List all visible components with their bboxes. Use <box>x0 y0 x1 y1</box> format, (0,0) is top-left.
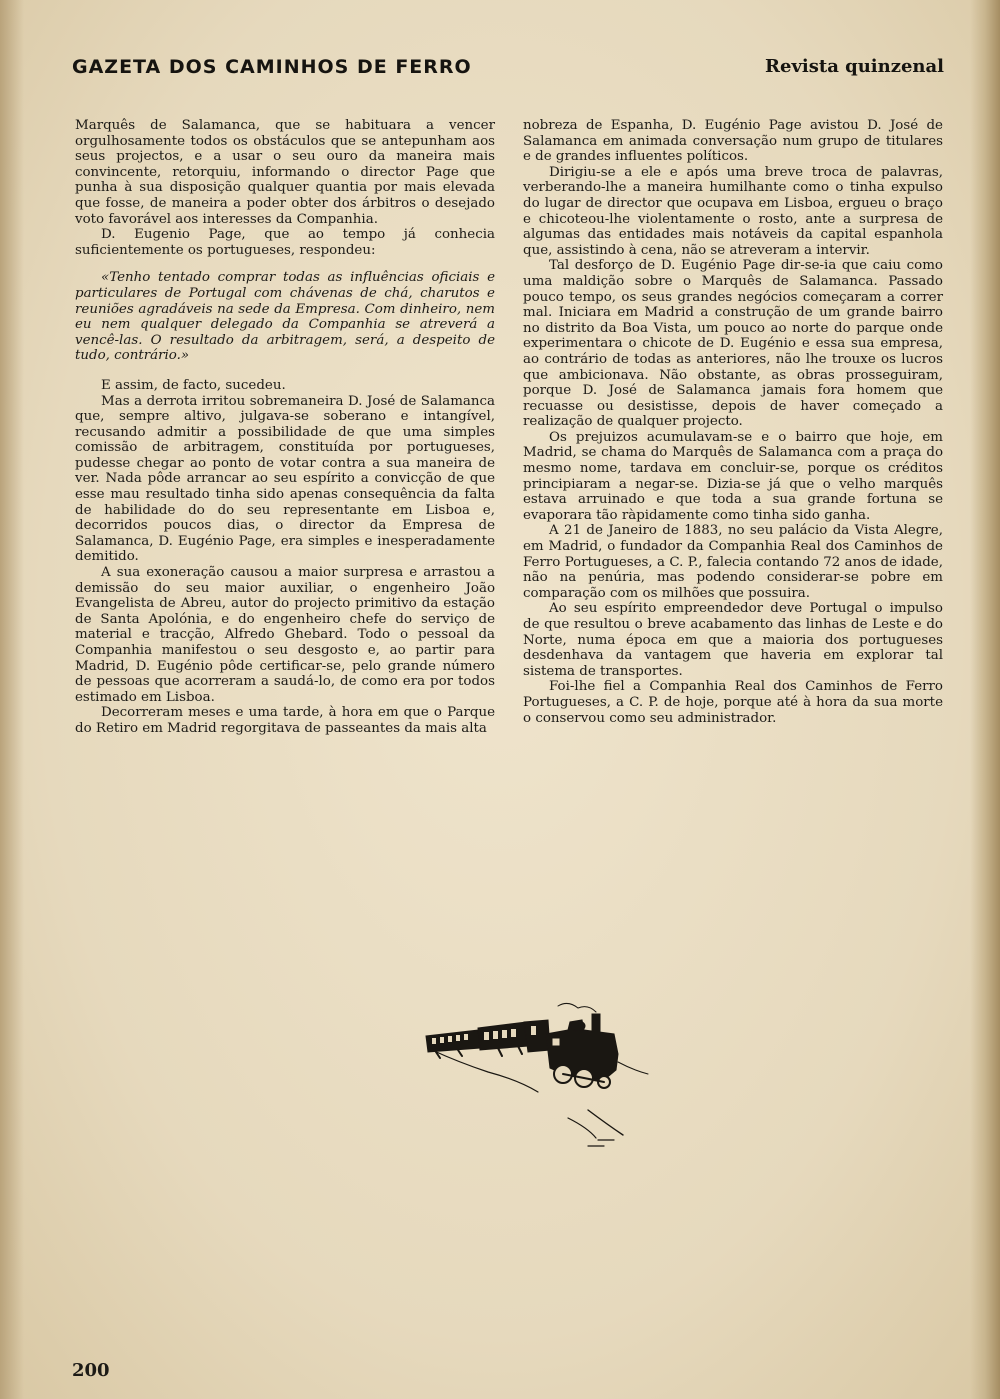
page-binding-shadow <box>0 0 24 1399</box>
paragraph: A sua exoneração causou a maior surpresa e arrastou a demissão do seu maior auxiliar, o engenheiro João Evangelista de Abreu, autor do projecto primitivo da estação de Santa Apolónia, e do engenheiro chefe do serviço de material e tracção, Alfredo Ghebard. Todo o pessoal da Companhia manifestou o seu desgosto e, ao partir para Madrid, D. Eugénio pôde certificar-se, pelo grande número de pessoas que acorreram a saudá-lo, de como era por todos estimado em Lisboa. <box>75 565 495 705</box>
quotation-paragraph: «Tenho tentado comprar todas as influências oficiais e particulares de Portugal com chávenas de chá, charutos e reuniões agradáveis na sede da Empresa. Com dinheiro, nem eu nem qualquer delegado da Companhia se atreverá a vencê-las. O resultado da arbitragem, será, a despeito de tudo, contrário.» <box>75 270 495 364</box>
paragraph: Dirigiu-se a ele e após uma breve troca de palavras, verberando-lhe a maneira humilhante como o tinha expulso do lugar de director que ocupava em Lisboa, ergueu o braço e chicoteou-lhe violentamente o rosto, ante a surpresa de algumas das entidades mais notáveis da capital espanhola que, assistindo à cena, não se atreveram a intervir. <box>523 164 943 258</box>
publication-subtitle: Revista quinzenal <box>765 56 944 77</box>
publication-title: GAZETA DOS CAMINHOS DE FERRO <box>72 56 472 78</box>
paragraph: Ao seu espírito empreendedor deve Portugal o impulso de que resultou o breve acabamento das linhas de Leste e do Norte, numa época em que a maioria dos portugueses desdenhava da vantagem que haveria em explorar tal sistema de transportes. <box>523 601 943 679</box>
paragraph: D. Eugenio Page, que ao tempo já conhecia suficientemente os portugueses, respondeu: <box>75 227 495 258</box>
page-number: 200 <box>72 1360 110 1381</box>
paragraph: Marquês de Salamanca, que se habituara a vencer orgulhosamente todos os obstáculos que se antepunham aos seus projectos, e a usar o seu ouro da maneira mais convincente, retorquiu, informando o director Page que punha à sua disposição qualquer quantia por mais elevada que fosse, de maneira a poder obter dos árbitros o desejado voto favorável aos interesses da Companhia. <box>75 118 495 227</box>
paragraph: Mas a derrota irritou sobremaneira D. José de Salamanca que, sempre altivo, julgava-se soberano e intangível, recusando admitir a possibilidade de que uma simples comissão de arbitragem, constituída por portugueses, pudesse chegar ao ponto de votar contra a sua maneira de ver. Nada pôde arrancar ao seu espírito a convicção de que esse mau resultado tinha sido apenas consequência da falta de habilidade do do seu representante em Lisboa e, decorridos poucos dias, o director da Empresa de Salamanca, D. Eugénio Page, era simples e inesperadamente demitido. <box>75 393 495 565</box>
paragraph: E assim, de facto, sucedeu. <box>101 377 286 393</box>
paragraph: Tal desforço de D. Eugénio Page dir-se-ia que caiu como uma maldição sobre o Marquês de Salamanca. Passado pouco tempo, os seus grandes negócios começaram a correr mal. Iniciara em Madrid a construção de um grande bairro no distrito da Boa Vista, um pouco ao norte do parque onde experimentara o chicote de D. Eugénio e essa sua empresa, ao contrário de todas as anteriores, não lhe trouxe os lucros que ambicionava. Não obstante, as obras prosseguiram, porque D. José de Salamanca jamais fora homem que recuasse ou desistisse, depois de haver começado a realização de qualquer projecto. <box>523 258 943 430</box>
page-right-edge-shadow <box>970 0 1000 1399</box>
paragraph: Foi-lhe fiel a Companhia Real dos Caminhos de Ferro Portugueses, a C. P. de hoje, porque até à hora da sua morte o conservou como seu administrador. <box>523 679 943 726</box>
text-column-left <box>75 118 495 737</box>
paragraph: nobreza de Espanha, D. Eugénio Page avistou D. José de Salamanca em animada conversação num grupo de titulares e de grandes influentes políticos. <box>523 118 943 165</box>
paragraph: Os prejuizos acumulavam-se e o bairro que hoje, em Madrid, se chama do Marquês de Salamanca com a praça do mesmo nome, tardava em concluir-se, porque os créditos principiaram a negar-se. Dizia-se já que o velho marquês estava arruinado e que toda a sua grande fortuna se evaporara tão ràpidamente como tinha sido ganha. <box>523 429 943 523</box>
paragraph: Decorreram meses e uma tarde, à hora em que o Parque do Retiro em Madrid regorgitava de passeantes da mais alta <box>75 705 495 736</box>
text-column-right <box>523 118 943 726</box>
steam-locomotive-train-icon <box>418 1000 658 1150</box>
paragraph: A 21 de Janeiro de 1883, no seu palácio da Vista Alegre, em Madrid, o fundador da Companhia Real dos Caminhos de Ferro Portugueses, a C. P., falecia contando 72 anos de idade, não na penúria, mas podendo considerar-se pobre em comparação com os milhões que possuira. <box>523 523 943 601</box>
running-header <box>72 56 944 86</box>
